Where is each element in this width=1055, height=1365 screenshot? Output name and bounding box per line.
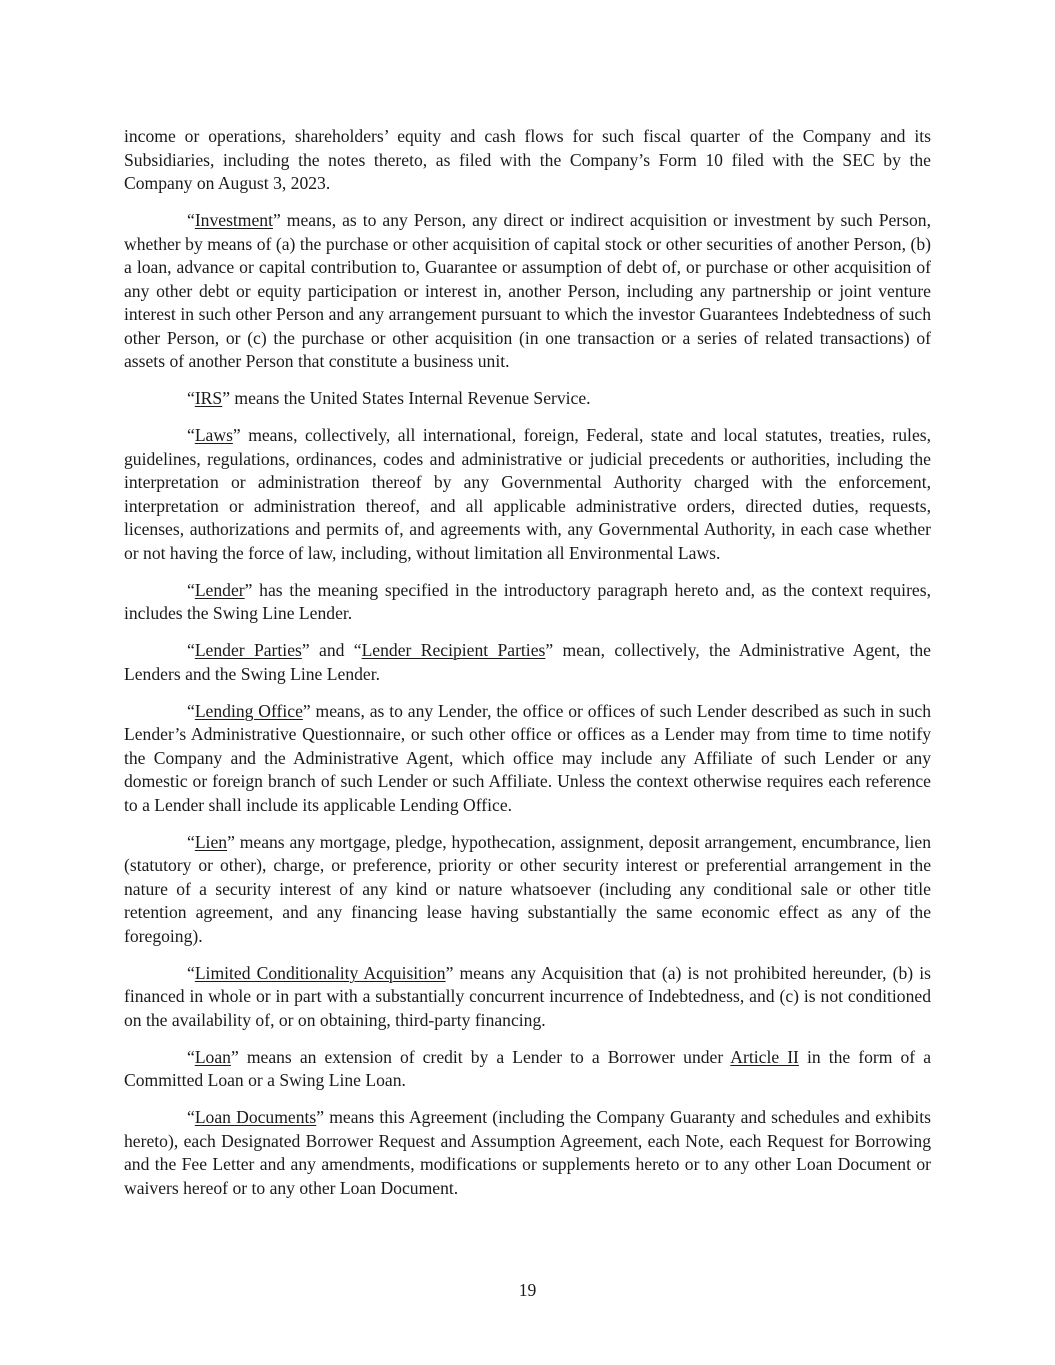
page-number: 19	[518, 1280, 537, 1300]
defined-term: Lien	[194, 831, 228, 852]
defined-term: Lender Parties	[194, 640, 302, 660]
definition-connector: ” and “	[301, 640, 362, 660]
open-quote: “	[187, 700, 195, 721]
defined-term: Loan Documents	[194, 1107, 317, 1127]
definition-text: ” means any Acquisition that (a) is not prohibited hereunder, (b) is financed in whole or in part with a substantially concurrent incurrence of Indebtedness, and (c) is not conditioned on the availability of, or on obtaining, third-party financing.	[124, 962, 931, 1030]
intro-text: income or operations, shareholders’ equity and cash flows for such fiscal quarter of the Company and its Subsidiaries, including the notes thereto, as filed with the Company’s Form 10 filed with the SEC by the Company on August 3, 2023.	[124, 126, 931, 193]
open-quote: “	[187, 1046, 195, 1067]
definition-text: ” means this Agreement (including the Company Guaranty and schedules and exhibits hereto), each Designated Borrower Request and Assumption Agreement, each Note, each Request for Borrowing and the Fee Letter and any amendments, modifications or supplements hereto or to any other Loan Document or waivers hereof or to any other Loan Document.	[124, 1107, 931, 1198]
definition-text: ” mean, collectively, the Administrative Agent, the Lenders and the Swing Line Lender.	[124, 640, 931, 684]
definition-laws	[124, 424, 931, 565]
definition-text: ” means, collectively, all international, foreign, Federal, state and local statutes, treaties, rules, guidelines, regulations, ordinances, codes and administrative or judicial precedents or authorities, including the interpretation or administration thereof by any Governmental Authority charged with the enforcement, interpretation or administration thereof, and all applicable administrative orders, directed duties, requests, licenses, authorizations and permits of, and agreements with, any Governmental Authority, in each case whether or not having the force of law, including, without limitation all Environmental Laws.	[124, 425, 931, 563]
definition-lender-parties	[124, 639, 931, 686]
open-quote: “	[187, 388, 195, 408]
definition-investment	[124, 209, 931, 374]
defined-term: Loan	[194, 1046, 231, 1067]
definition-lien	[124, 831, 931, 949]
definition-text: ” means an extension of credit by a Lender to a Borrower under	[230, 1046, 731, 1067]
definition-text: ” means any mortgage, pledge, hypothecation, assignment, deposit arrangement, encumbrance, lien (statutory or other), charge, or preference, priority or other security interest or preferential arrangement in the nature of a security interest of any kind or nature whatsoever (including any conditional sale or other title retention agreement, and any financing lease having substantially the same economic effect as any of the foregoing).	[124, 831, 931, 946]
defined-term: Limited Conditionality Acquisition	[194, 962, 446, 983]
definition-limited-conditionality-acquisition	[124, 962, 931, 1033]
definition-lending-office	[124, 700, 931, 818]
defined-term-secondary: Lender Recipient Parties	[361, 640, 546, 660]
open-quote: “	[187, 210, 195, 230]
definition-irs	[124, 387, 931, 411]
defined-term: Laws	[194, 425, 233, 445]
document-body	[124, 125, 931, 1214]
open-quote: “	[187, 1107, 195, 1127]
definition-lender	[124, 579, 931, 626]
definition-loan	[124, 1046, 931, 1093]
defined-term: Lender	[194, 579, 245, 600]
defined-term: IRS	[194, 388, 223, 408]
definition-text: ” means, as to any Person, any direct or indirect acquisition or investment by such Person, whether by means of (a) the purchase or other acquisition of capital stock or other securities of another Person, (b) a loan, advance or capital contribution to, Guarantee or assumption of debt of, or purchase or other acquisition of any other debt or equity participation or interest in, another Person, including any partnership or joint venture interest in such other Person and any arrangement pursuant to which the investor Guarantees Indebtedness of such other Person, or (c) the purchase or other acquisition (in one transaction or a series of related transactions) of assets of another Person that constitute a business unit.	[124, 210, 931, 371]
definition-text-continued: in the form of a Committed Loan or a Swing Line Loan.	[124, 1046, 931, 1090]
defined-term: Lending Office	[194, 700, 303, 721]
article-reference-link[interactable]: Article II	[730, 1046, 799, 1067]
definition-text: ” means, as to any Lender, the office or offices of such Lender described as such in such Lender’s Administrative Questionnaire, or such other office or offices as a Lender may from time to time notify the Company and the Administrative Agent, which office may include any Affiliate of such Lender or any domestic or foreign branch of such Lender or such Affiliate. Unless the context otherwise requires each reference to a Lender shall include its applicable Lending Office.	[124, 700, 931, 815]
open-quote: “	[187, 425, 195, 445]
open-quote: “	[187, 640, 195, 660]
definition-text: ” means the United States Internal Revenue Service.	[222, 388, 591, 408]
defined-term: Investment	[194, 210, 273, 230]
open-quote: “	[187, 962, 195, 983]
definition-loan-documents	[124, 1106, 931, 1200]
open-quote: “	[187, 579, 195, 600]
intro-paragraph	[124, 125, 931, 196]
open-quote: “	[187, 831, 195, 852]
definition-text: ” has the meaning specified in the introductory paragraph hereto and, as the context requires, includes the Swing Line Lender.	[124, 579, 931, 623]
